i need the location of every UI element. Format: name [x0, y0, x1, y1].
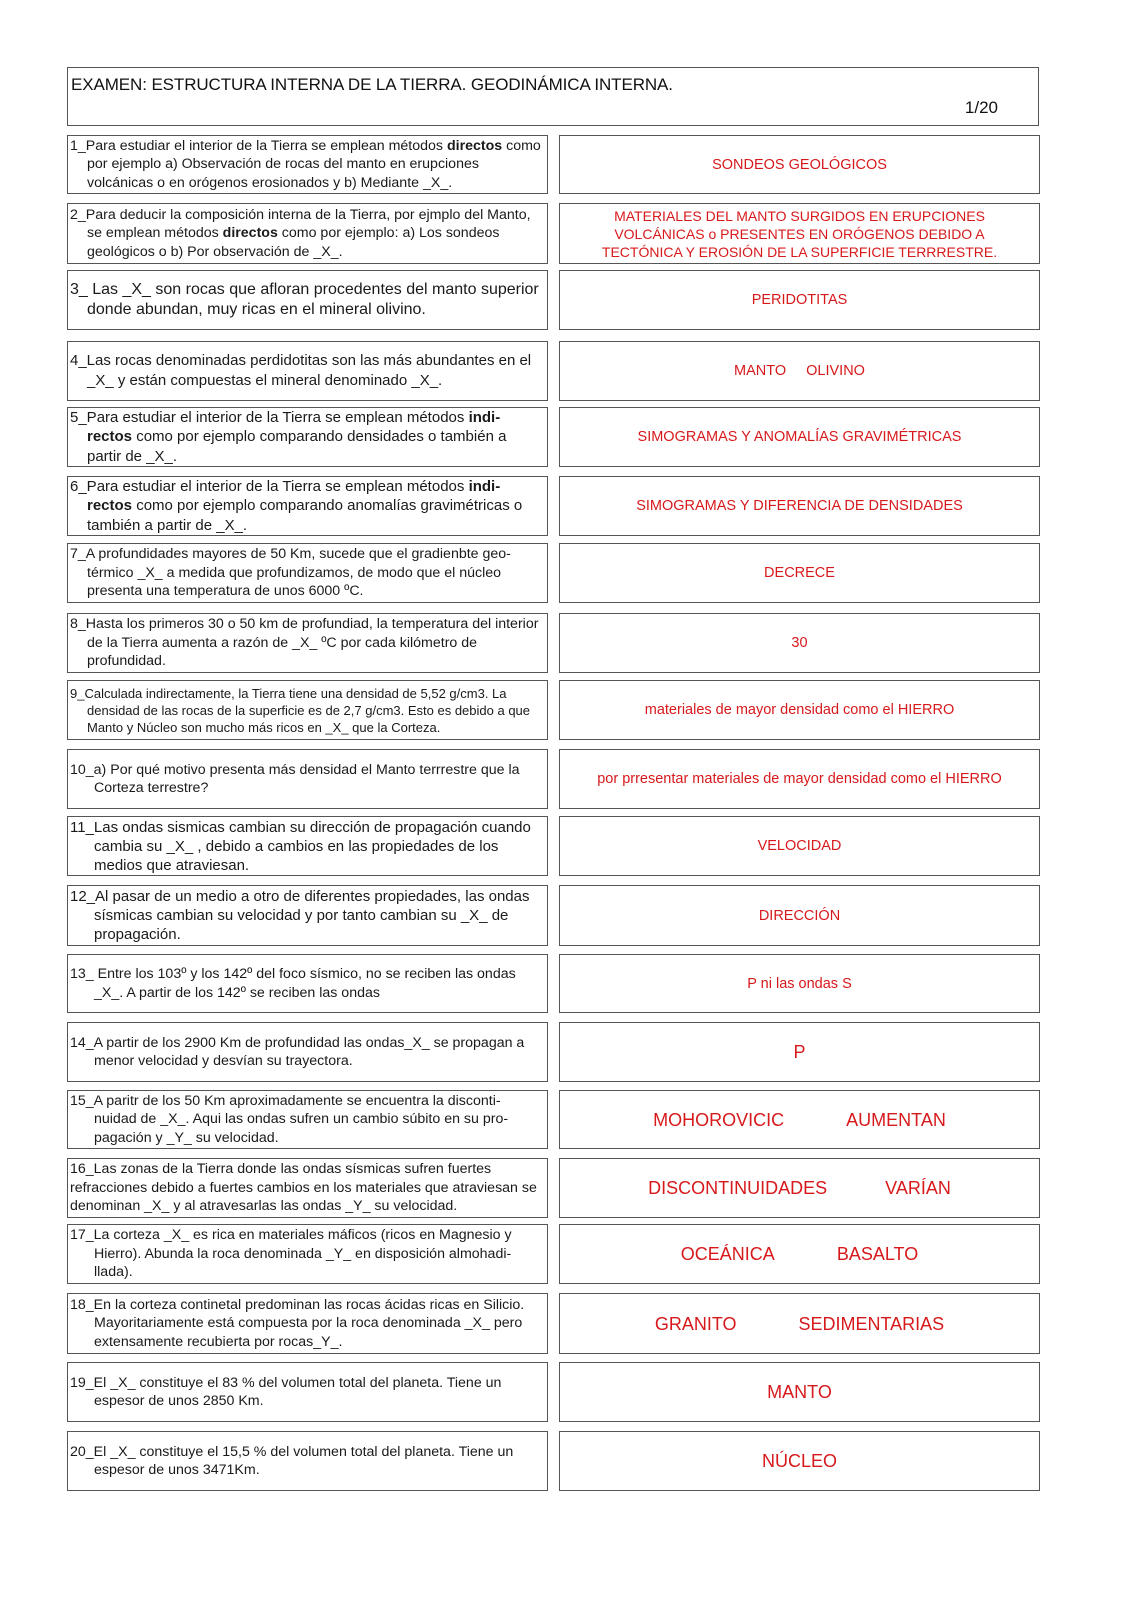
question-box	[67, 680, 548, 740]
answer-text: SONDEOS GEOLÓGICOS	[712, 156, 887, 173]
page-number: 1/20	[964, 98, 998, 117]
answer-text: P ni las ondas S	[747, 975, 852, 992]
question-box	[67, 816, 548, 876]
answer-box[interactable]	[559, 954, 1040, 1013]
question-text: 6_Para estudiar el interior de la Tierra se emplean métodos indi-rectos como por ejemplo comparando anomalías gravimétricas o también a partir de _X_.	[70, 477, 523, 534]
answer-box[interactable]	[559, 476, 1040, 536]
question-text: 19_El _X_ constituye el 83 % del volumen total del planeta. Tiene un espesor de unos 2850 Km.	[70, 1374, 502, 1409]
answer-text: DECRECE	[764, 565, 835, 581]
question-text: 1_Para estudiar el interior de la Tierra se emplean métodos directos como por ejemplo a) Observación de rocas del manto en erupciones volcánicas o en orógenos erosionados y b) Mediante _X_.	[70, 137, 541, 191]
question-box	[67, 1362, 548, 1422]
answer-box[interactable]	[559, 1022, 1040, 1082]
question-box	[67, 407, 548, 467]
question-text: 16_Las zonas de la Tierra donde las ondas sísmicas sufren fuertes refracciones debido a fuertes cambios en los materiales que atraviesan se denominan _X_ y al atravesarlas las ondas _Y_ su velocidad.	[70, 1161, 537, 1215]
answer-text: MANTO	[767, 1382, 832, 1402]
question-box	[67, 1224, 548, 1284]
answer-box[interactable]	[559, 749, 1040, 809]
answer-text: P	[793, 1042, 806, 1062]
question-text: 5_Para estudiar el interior de la Tierra se emplean métodos indi-rectos como por ejemplo comparando densidades o también a partir de _X_.	[70, 408, 507, 465]
answer-text: DIRECCIÓN	[758, 907, 841, 924]
question-text: 14_A partir de los 2900 Km de profundidad las ondas_X_ se propagan a menor velocidad y desvían su trayectora.	[70, 1034, 525, 1069]
answer-box[interactable]	[559, 1293, 1040, 1354]
answer-box[interactable]	[559, 1158, 1040, 1218]
answer-text: VELOCIDAD	[757, 838, 842, 854]
question-text: 20_El _X_ constituye el 15,5 % del volumen total del planeta. Tiene un espesor de unos 3471Km.	[70, 1443, 514, 1478]
question-box	[67, 749, 548, 809]
question-text: 8_Hasta los primeros 30 o 50 km de profundiad, la temperatura del interior de la Tierra aumenta a razón de _X_ ºC por cada kilómetro de profundidad.	[70, 616, 539, 670]
question-text: 15_A paritr de los 50 Km aproximadamente se encuentra la disconti-nuidad de _X_. Aqui las ondas sufren un cambio súbito en su pro-pagación y _Y_ su velocidad.	[70, 1092, 509, 1146]
answer-box[interactable]	[559, 1090, 1040, 1149]
question-box	[67, 135, 548, 194]
exam-title: EXAMEN: ESTRUCTURA INTERNA DE LA TIERRA. GEODINÁMICA INTERNA.	[71, 75, 673, 94]
question-text: 2_Para deducir la composición interna de la Tierra, por ejmplo del Manto, se emplean métodos directos como por ejemplo: a) Los sondeos geológicos o b) Por observación de _X_.	[70, 206, 531, 260]
question-text: 9_Calculada indirectamente, la Tierra tiene una densidad de 5,52 g/cm3. La densidad de las rocas de la superficie es de 2,7 g/cm3. Esto es debido a que Manto y Núcleo son mucho más ricos en _X_ que la Corteza.	[70, 685, 531, 735]
question-box	[67, 476, 548, 536]
question-box	[67, 885, 548, 946]
answer-box[interactable]	[559, 1431, 1040, 1491]
answer-text: materiales de mayor densidad como el HIERRO	[644, 702, 955, 718]
answer-text: MOHOROVICIC AUMENTAN	[653, 1109, 946, 1130]
question-box	[67, 954, 548, 1013]
question-text: 12_Al pasar de un medio a otro de diferentes propiedades, las ondas sísmicas cambian su velocidad y por tanto cambian su _X_ de propagación.	[70, 888, 530, 943]
answer-box[interactable]	[559, 543, 1040, 603]
answer-text: PERIDOTITAS	[751, 292, 848, 308]
question-box	[67, 1293, 548, 1354]
answer-text: por prresentar materiales de mayor densidad como el HIERRO	[597, 771, 1002, 787]
question-box	[67, 1090, 548, 1149]
answer-text: NÚCLEO	[761, 1451, 837, 1471]
answer-text: SIMOGRAMAS Y DIFERENCIA DE DENSIDADES	[636, 498, 963, 514]
answer-box[interactable]	[559, 270, 1040, 330]
question-box	[67, 341, 548, 401]
answer-box[interactable]	[559, 1224, 1040, 1284]
answer-box[interactable]	[559, 885, 1040, 946]
question-box	[67, 1431, 548, 1491]
question-box	[67, 203, 548, 264]
answer-box[interactable]	[559, 816, 1040, 876]
answer-box[interactable]	[559, 1362, 1040, 1422]
answer-text: DISCONTINUIDADES VARÍAN	[648, 1178, 951, 1198]
question-text: 17_La corteza _X_ es rica en materiales máficos (ricos en Magnesio y Hierro). Abunda la roca denominada _Y_ en disposición almohadi-llada).	[70, 1227, 512, 1281]
question-box	[67, 1022, 548, 1082]
answer-text: GRANITO SEDIMENTARIAS	[654, 1313, 945, 1334]
question-text: 13_ Entre los 103º y los 142º del foco sísmico, no se reciben las ondas _X_. A partir de los 142º se reciben las ondas	[70, 966, 516, 1001]
exam-header	[67, 67, 1039, 126]
answer-box[interactable]	[559, 341, 1040, 401]
answer-box[interactable]	[559, 135, 1040, 194]
question-box	[67, 613, 548, 673]
question-text: 4_Las rocas denominadas perdidotitas son las más abundantes en el _X_ y están compuestas el mineral denominado _X_.	[70, 352, 532, 389]
answer-box[interactable]	[559, 680, 1040, 740]
question-text: 18_En la corteza continetal predominan las rocas ácidas ricas en Silicio. Mayoritariamente está compuesta por la roca denominada _X_ pero extensamente recubierta por rocas_Y_.	[70, 1296, 525, 1350]
question-box	[67, 543, 548, 603]
answer-text: SIMOGRAMAS Y ANOMALÍAS GRAVIMÉTRICAS	[637, 429, 962, 445]
answer-text: MANTO OLIVINO	[734, 363, 865, 379]
question-text: 7_A profundidades mayores de 50 Km, sucede que el gradienbte geo-térmico _X_ a medida que profundizamos, de modo que el núcleo presenta una temperatura de unos 6000 ºC.	[70, 546, 511, 600]
question-text: 11_Las ondas sismicas cambian su dirección de propagación cuando cambia su _X_ , debido a cambios en las propiedades de los medios que atraviesan.	[70, 818, 531, 874]
answer-box[interactable]	[559, 613, 1040, 673]
question-text: 3_ Las _X_ son rocas que afloran procedentes del manto superior donde abundan, muy ricas en el mineral olivino.	[70, 281, 539, 318]
question-box	[67, 1158, 548, 1218]
answer-box[interactable]	[559, 203, 1040, 264]
answer-text: OCEÁNICA BASALTO	[680, 1244, 919, 1264]
answer-text: MATERIALES DEL MANTO SURGIDOS EN ERUPCIONES VOLCÁNICAS o PRESENTES EN ORÓGENOS DEBIDO A TECTÓNICA Y EROSIÓN DE LA SUPERFICIE TERRRESTRE.	[601, 207, 998, 260]
answer-box[interactable]	[559, 407, 1040, 467]
question-box	[67, 270, 548, 330]
answer-text: 30	[791, 635, 808, 651]
question-text: 10_a) Por qué motivo presenta más densidad el Manto terrrestre que la Corteza terrestre?	[70, 761, 520, 796]
